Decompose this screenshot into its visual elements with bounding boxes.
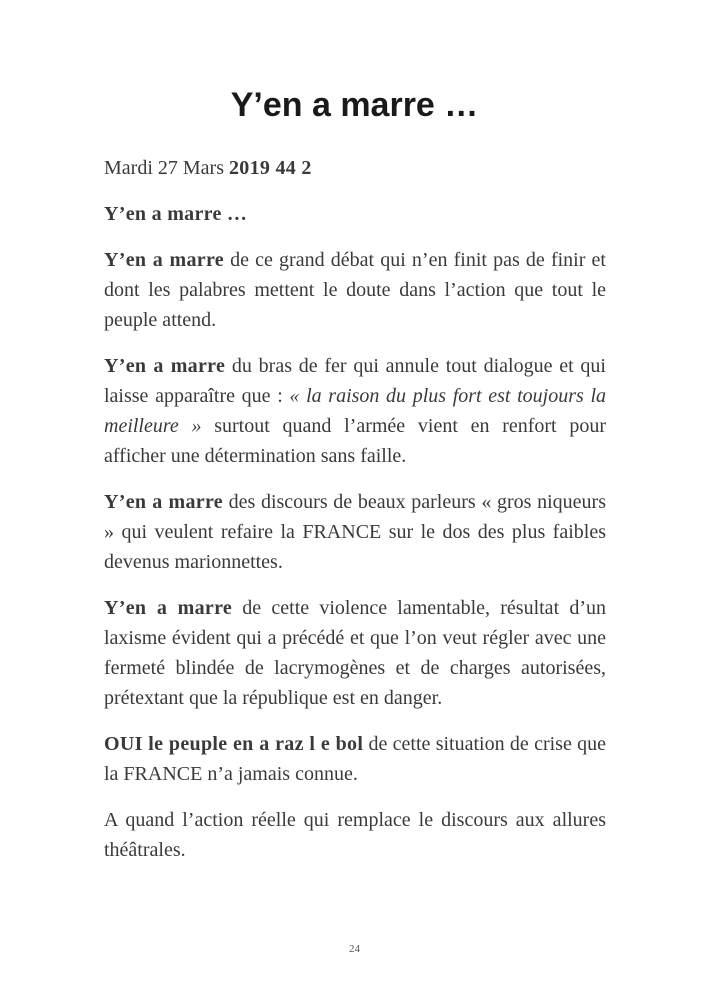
page-number: 24 bbox=[349, 943, 360, 955]
paragraph-1 bbox=[104, 245, 606, 335]
paragraph-lead: Y’en a marre bbox=[104, 355, 226, 377]
paragraph-text: des discours de beaux parleurs « gros niqueurs » qui veulent refaire la FRANCE sur le dos des plus faibles devenus marionnettes. bbox=[104, 491, 606, 573]
paragraph-3 bbox=[104, 487, 606, 577]
paragraph-quote: « la raison du plus fort est toujours la meilleure » bbox=[104, 385, 606, 437]
paragraph-lead: OUI le peuple en a raz l e bol bbox=[104, 733, 364, 755]
paragraph-4 bbox=[104, 593, 606, 713]
date-bold: 2019 44 2 bbox=[228, 157, 312, 179]
paragraph-2 bbox=[104, 351, 606, 471]
document-body bbox=[104, 153, 606, 881]
paragraph-text: A quand l’action réelle qui remplace le discours aux allures théâtrales. bbox=[104, 809, 606, 861]
paragraph-text: de cette situation de crise que la FRANCE n’a jamais connue. bbox=[104, 733, 607, 785]
paragraph-text-after: surtout quand l’armée vient en renfort pour afficher une détermination sans faille. bbox=[104, 415, 606, 467]
paragraph-text: du bras de fer qui annule tout dialogue et qui laisse apparaître que : bbox=[104, 355, 606, 407]
subtitle-text: Y’en a marre … bbox=[104, 203, 248, 225]
paragraph-text: de cette violence lamentable, résultat d’un laxisme évident qui a précédé et que l’on veut régler avec une fermeté blindée de lacrymogènes et de charges autorisées, prétextant que la république est en danger. bbox=[104, 597, 606, 709]
date-prefix: Mardi 27 Mars bbox=[104, 157, 229, 179]
paragraph-text: de ce grand débat qui n’en finit pas de finir et dont les palabres mettent le doute dans l’action que tout le peuple attend. bbox=[104, 249, 606, 331]
paragraph-lead: Y’en a marre bbox=[104, 597, 233, 619]
paragraph-lead: Y’en a marre bbox=[104, 491, 223, 513]
paragraph-6 bbox=[104, 805, 606, 865]
paragraph-lead: Y’en a marre bbox=[104, 249, 224, 271]
subtitle bbox=[104, 199, 606, 229]
paragraph-5 bbox=[104, 729, 606, 789]
page-title: Y’en a marre … bbox=[230, 86, 479, 124]
date-line bbox=[104, 153, 606, 183]
